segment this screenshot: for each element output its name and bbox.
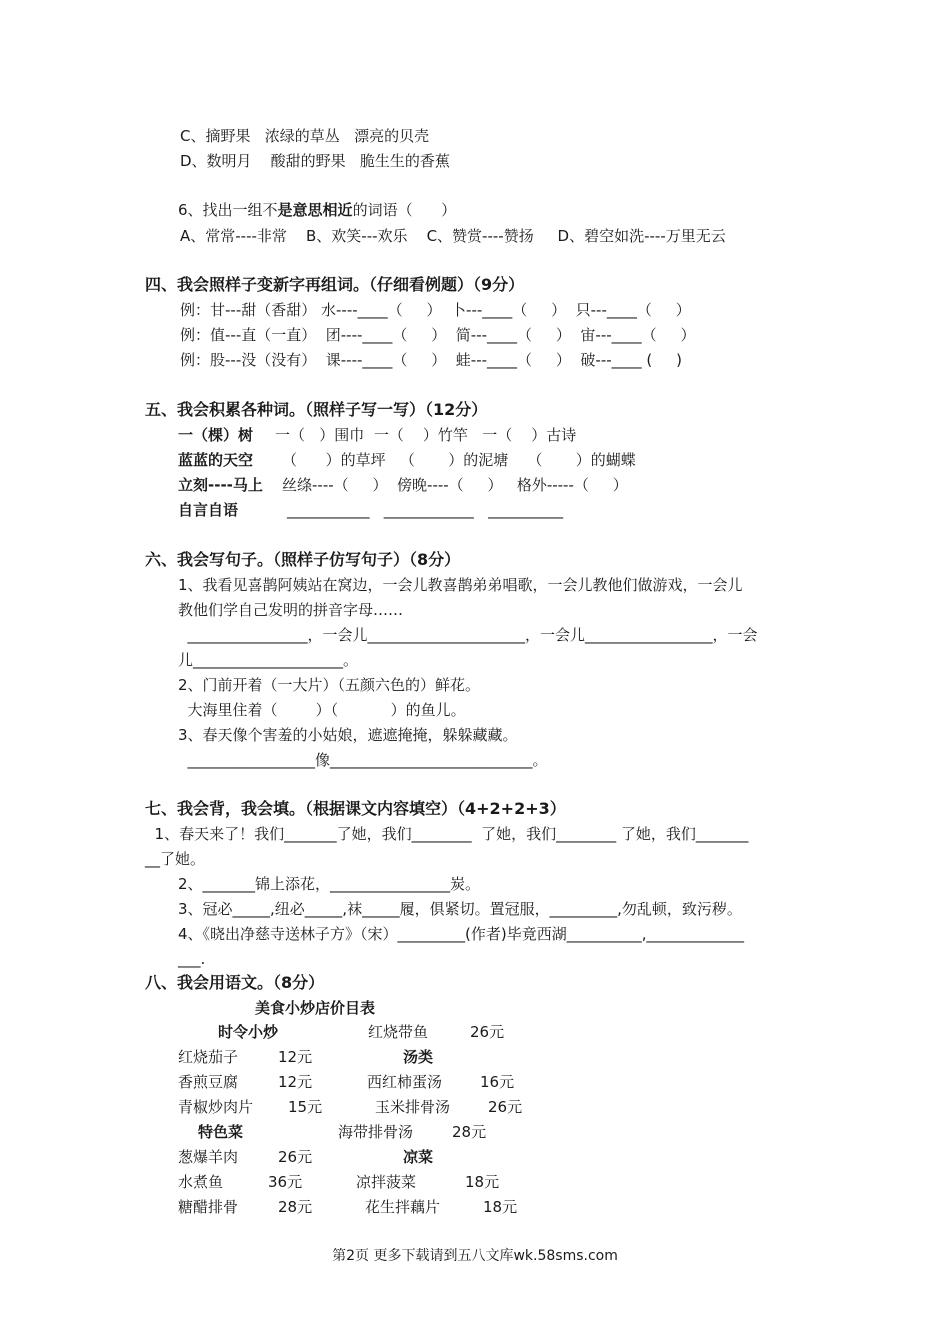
menu-category-heading: 凉菜	[403, 1148, 434, 1166]
option-d-line: D、数明月 酸甜的野果 脆生生的香蕉	[180, 152, 450, 170]
section7-line-1: 1、春天来了！我们_______了她，我们________ 了她，我们________ 了她，我们_______	[145, 825, 749, 843]
section5-text-1: 一（ ）围巾 一（ ）竹竿 一（ ）古诗	[275, 426, 577, 444]
question-6-post: 的词语（ ）	[352, 201, 457, 219]
section5-text-4: ___________ ____________ __________	[287, 501, 564, 519]
section6-line-4: 儿____________________。	[178, 651, 359, 669]
section5-text-2: （ ）的草坪 （ ）的泥塘 （ ）的蝴蝶	[282, 451, 636, 469]
section6-line-5: 2、门前开着（一大片）（五颜六色的）鲜花。	[178, 676, 481, 694]
section6-line-1: 1、我看见喜鹊阿姨站在窝边，一会儿教喜鹊弟弟唱歌，一会儿教他们做游戏，一会儿	[178, 576, 743, 594]
question-6-bold: 是意思相近	[277, 201, 353, 219]
section4-line-3: 例：股---没（没有） 课----____（ ） 蛙---____（ ） 破---____ ( )	[180, 351, 682, 369]
menu-title: 美食小炒店价目表	[255, 999, 376, 1017]
section6-line-3: ________________，一会儿_____________________，一会儿_________________，一会	[178, 626, 758, 644]
menu-item-price: 28元	[278, 1198, 313, 1216]
menu-item-price: 16元	[480, 1073, 515, 1091]
menu-item-name: 糖醋排骨	[178, 1198, 239, 1216]
menu-category-heading: 时令小炒	[218, 1023, 279, 1041]
section7-title: 七、我会背，我会填。（根据课文内容填空）（4+2+2+3）	[145, 799, 566, 818]
menu-item-price: 18元	[483, 1198, 518, 1216]
question-6-options: A、常常----非常 B、欢笑---欢乐 C、赞赏----赞扬 D、碧空如洗----万里无云	[180, 227, 726, 245]
menu-item-price: 12元	[278, 1048, 313, 1066]
section5-label-1: 一（棵）树	[178, 426, 254, 444]
menu-item-price: 36元	[268, 1173, 303, 1191]
section7-line-4: 3、冠必_____,纽必_____,袜_____履，俱紧切。置冠服，_________,勿乱顿，致污秽。	[178, 900, 742, 918]
menu-item-price: 15元	[288, 1098, 323, 1116]
menu-item-name: 海带排骨汤	[338, 1123, 414, 1141]
section7-line-6: ___.	[178, 950, 206, 968]
menu-item-name: 凉拌菠菜	[356, 1173, 417, 1191]
menu-item-price: 28元	[452, 1123, 487, 1141]
menu-item-name: 水煮鱼	[178, 1173, 224, 1191]
menu-item-name: 香煎豆腐	[178, 1073, 239, 1091]
section5-label-2: 蓝蓝的天空	[178, 451, 254, 469]
question-6	[178, 199, 456, 221]
question-6-pre: 6、找出一组不	[178, 201, 278, 219]
section6-line-8: _________________像___________________________。	[178, 751, 548, 769]
section4-line-1: 例：甘---甜（香甜） 水----____（ ） 卜---____（ ） 只---____（ ）	[180, 301, 691, 319]
section5-text-3: 丝绦----（ ） 傍晚----（ ） 格外-----（ ）	[282, 476, 628, 494]
menu-item-price: 26元	[470, 1023, 505, 1041]
menu-item-price: 12元	[278, 1073, 313, 1091]
section7-line-2: __了她。	[145, 850, 206, 868]
menu-item-name: 玉米排骨汤	[375, 1098, 451, 1116]
section8-title: 八、我会用语文。（8分）	[145, 973, 325, 992]
menu-item-name: 葱爆羊肉	[178, 1148, 239, 1166]
menu-item-name: 红烧带鱼	[368, 1023, 429, 1041]
section7-line-3: 2、_______锦上添花，________________炭。	[178, 875, 481, 893]
menu-item-name: 花生拌藕片	[365, 1198, 441, 1216]
section7-line-5: 4、《晓出净慈寺送林子方》（宋）_________(作者)毕竟西湖__________,_____________	[178, 925, 745, 943]
menu-item-name: 红烧茄子	[178, 1048, 239, 1066]
menu-category-heading: 汤类	[403, 1048, 434, 1066]
section4-title: 四、我会照样子变新字再组词。（仔细看例题）（9分）	[145, 275, 525, 294]
section6-title: 六、我会写句子。（照样子仿写句子）（8分）	[145, 550, 461, 569]
page-footer: 第2页 更多下载请到五八文库wk.58sms.com	[332, 1248, 618, 1264]
section6-line-2: 教他们学自己发明的拼音字母……	[178, 601, 404, 619]
menu-item-price: 26元	[278, 1148, 313, 1166]
section5-label-3: 立刻----马上	[178, 476, 263, 494]
section6-line-7: 3、春天像个害羞的小姑娘，遮遮掩掩，躲躲藏藏。	[178, 726, 518, 744]
menu-item-name: 西红柿蛋汤	[367, 1073, 443, 1091]
menu-item-name: 青椒炒肉片	[178, 1098, 254, 1116]
menu-item-price: 18元	[465, 1173, 500, 1191]
section5-title: 五、我会积累各种词。（照样子写一写）（12分）	[145, 400, 488, 419]
section5-label-4: 自言自语	[178, 501, 239, 519]
section4-line-2: 例：值---直（一直） 团----____（ ） 简---____（ ） 宙---____（ ）	[180, 326, 696, 344]
option-c-line: C、摘野果 浓绿的草丛 漂亮的贝壳	[180, 127, 430, 145]
menu-category-heading: 特色菜	[198, 1123, 244, 1141]
section6-line-6: 大海里住着（ ）（ ）的鱼儿。	[178, 701, 466, 719]
menu-item-price: 26元	[488, 1098, 523, 1116]
